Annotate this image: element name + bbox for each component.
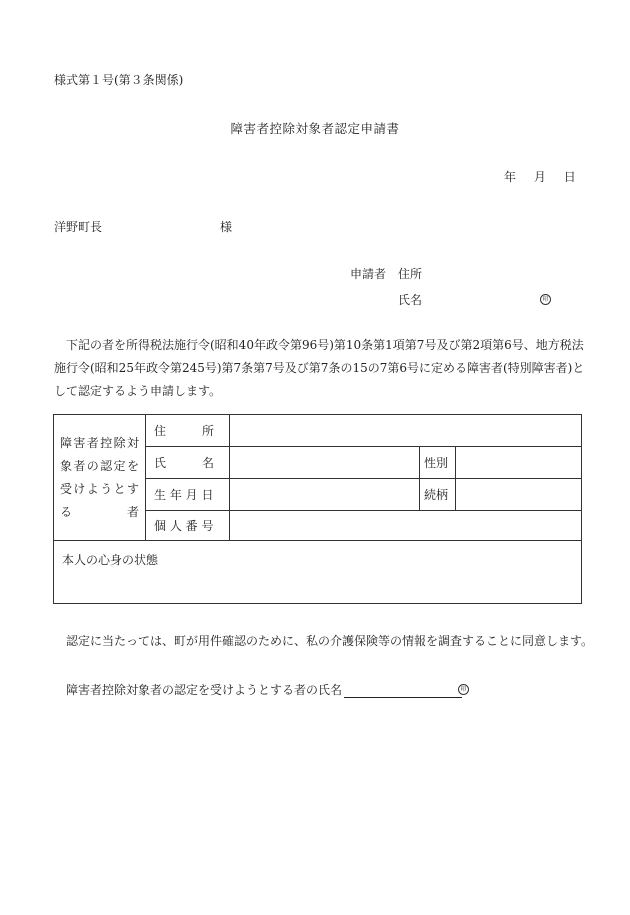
applicant-label: 申請者 [350, 267, 387, 281]
personal-number-field[interactable] [230, 511, 582, 541]
relation-label: 続柄 [420, 479, 456, 511]
applicant-address-line [350, 265, 422, 282]
condition-label[interactable]: 本人の心身の状態 [54, 541, 582, 604]
signature-field[interactable] [344, 685, 462, 698]
seal-icon: 印 [540, 294, 551, 305]
document-title: 障害者控除対象者認定申請書 [230, 121, 400, 136]
address-field[interactable] [230, 415, 582, 447]
date-line [504, 168, 576, 185]
relation-field[interactable] [456, 479, 582, 511]
date-year-label: 年 [504, 170, 517, 184]
gender-field[interactable] [456, 447, 582, 479]
date-month-label: 月 [533, 170, 546, 184]
date-day-label: 日 [563, 170, 576, 184]
signature-label: 障害者控除対象者の認定を受けようとする者の氏名 [66, 683, 343, 697]
gender-label: 性別 [420, 447, 456, 479]
target-person-label: 障害者控除対象者の認定を受けようとする者 [54, 415, 146, 541]
signature-line [66, 681, 462, 698]
form-number: 様式第１号(第３条関係) [54, 73, 184, 87]
applicant-address-label: 住所 [398, 267, 423, 281]
address-label: 住 所 [146, 415, 230, 447]
applicant-name-label: 氏名 [398, 293, 423, 307]
name-field[interactable] [230, 447, 420, 479]
request-paragraph: 下記の者を所得税法施行令(昭和40年政令第96号)第10条第1項第7号及び第2項第6号、地方税法施行令(昭和25年政令第245号)第7条第7号及び第7条の15の7第6号に定める障害者(特別障害者)として認定するよう申請します。 [54, 338, 585, 398]
personal-number-label: 個 人 番 号 [146, 511, 230, 541]
consent-statement: 認定に当たっては、町が用件確認のために、私の介護保険等の情報を調査することに同意します。 [66, 634, 594, 648]
applicant-info-table [53, 414, 582, 604]
addressee [54, 218, 233, 235]
addressee-honorific: 様 [220, 220, 233, 234]
birthdate-field[interactable] [230, 479, 420, 511]
addressee-name: 洋野町長 [54, 220, 103, 234]
birthdate-label: 生 年 月 日 [146, 479, 230, 511]
name-label: 氏 名 [146, 447, 230, 479]
seal-icon: 印 [458, 684, 469, 695]
